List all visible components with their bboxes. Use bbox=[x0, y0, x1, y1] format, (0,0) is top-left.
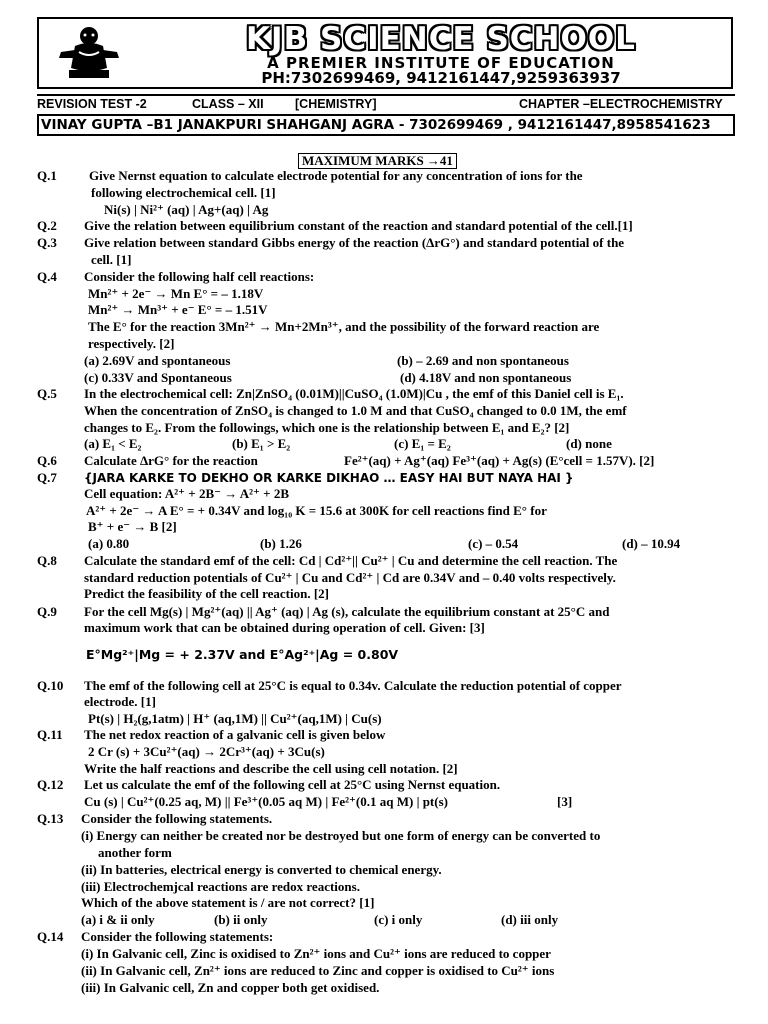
question-text: Ni(s) | Ni²⁺ (aq) | Ag+(aq) | Ag bbox=[104, 202, 269, 217]
option-a: (a) i & ii only bbox=[81, 912, 155, 927]
question-text: following electrochemical cell. [1] bbox=[91, 185, 276, 200]
school-name: KJB SCIENCE SCHOOL bbox=[246, 21, 636, 57]
option-c: (c) 0.33V and Spontaneous bbox=[84, 370, 232, 385]
option-c: (c) E₁ = E₂ bbox=[394, 436, 451, 451]
question-text: Mn²⁺ + 2e⁻ → Mn E° = – 1.18V bbox=[88, 286, 264, 301]
question-text: Consider the following statements. bbox=[81, 811, 273, 826]
question-text: another form bbox=[98, 845, 172, 860]
question-number: Q.2 bbox=[37, 218, 57, 233]
class-label: CLASS – XII bbox=[192, 97, 264, 111]
school-header bbox=[37, 17, 733, 89]
question-text: Cell equation: A²⁺ + 2B⁻ → A²⁺ + 2B bbox=[84, 486, 289, 501]
question-text: Fe²⁺(aq) + Ag⁺(aq) Fe³⁺(aq) + Ag(s) (E°cell = 1.57V). [2] bbox=[344, 453, 655, 468]
option-d: (d) – 10.94 bbox=[622, 536, 681, 551]
subject-label: [CHEMISTRY] bbox=[295, 97, 377, 111]
school-logo bbox=[47, 22, 131, 84]
question-text: When the concentration of ZnSO₄ is changed to 1.0 M and that CuSO₄ changed to 0.0 1M, the emf bbox=[84, 403, 627, 418]
question-text: Consider the following statements: bbox=[81, 929, 274, 944]
question-text: (ii) In batteries, electrical energy is converted to chemical energy. bbox=[81, 862, 442, 877]
question-text: cell. [1] bbox=[91, 252, 132, 267]
question-text: (ii) In Galvanic cell, Zn²⁺ ions are reduced to Zinc and copper is oxidised to Cu²⁺ ions bbox=[81, 963, 555, 978]
option-a: (a) 2.69V and spontaneous bbox=[84, 353, 231, 368]
question-text: For the cell Mg(s) | Mg²⁺(aq) || Ag⁺ (aq) | Ag (s), calculate the equilibrium constant at 25°C and bbox=[84, 604, 610, 619]
option-b: (b) E₁ > E₂ bbox=[232, 436, 291, 451]
question-text: standard reduction potentials of Cu²⁺ | Cu and Cd²⁺ | Cd are 0.34V and – 0.40 volts respectively. bbox=[84, 570, 616, 585]
option-b: (b) 1.26 bbox=[260, 536, 302, 551]
question-text: (iii) In Galvanic cell, Zn and copper both get oxidised. bbox=[81, 980, 380, 995]
option-d: (d) none bbox=[566, 436, 612, 451]
question-number: Q.10 bbox=[37, 678, 64, 693]
question-text: B⁺ + e⁻ → B [2] bbox=[88, 519, 177, 534]
option-a: (a) 0.80 bbox=[88, 536, 130, 551]
question-text: Give Nernst equation to calculate electrode potential for any concentration of ions for the bbox=[89, 168, 583, 183]
question-text: The net redox reaction of a galvanic cell is given below bbox=[84, 727, 386, 742]
question-text: Predict the feasibility of the cell reaction. [2] bbox=[84, 586, 330, 601]
test-name: REVISION TEST -2 bbox=[37, 97, 147, 111]
school-phones: PH:7302699469, 9412161447,9259363937 bbox=[261, 69, 621, 87]
chapter-label: CHAPTER –ELECTROCHEMISTRY bbox=[519, 97, 723, 111]
question-number: Q.7 bbox=[37, 470, 57, 485]
option-a: (a) E₁ < E₂ bbox=[84, 436, 142, 451]
question-text: (i) Energy can neither be created nor be destroyed but one form of energy can be converted to bbox=[81, 828, 601, 843]
question-number: Q.14 bbox=[37, 929, 64, 944]
option-b: (b) ii only bbox=[214, 912, 268, 927]
question-text: The E° for the reaction 3Mn²⁺ → Mn+2Mn³⁺, and the possibility of the forward reaction are bbox=[88, 319, 600, 334]
option-c: (c) i only bbox=[374, 912, 423, 927]
question-text: Give relation between standard Gibbs energy of the reaction (ΔrG°) and standard potential of the bbox=[84, 235, 625, 250]
school-subtitle: A PREMIER INSTITUTE OF EDUCATION bbox=[267, 54, 615, 72]
question-number: Q.3 bbox=[37, 235, 57, 250]
option-b: (b) – 2.69 and non spontaneous bbox=[397, 353, 569, 368]
question-text: Cu (s) | Cu²⁺(0.25 aq, M) || Fe³⁺(0.05 aq M) | Fe²⁺(0.1 aq M) | pt(s) bbox=[84, 794, 448, 809]
question-text: Calculate the standard emf of the cell: Cd | Cd²⁺|| Cu²⁺ | Cu and determine the cell reaction. The bbox=[84, 553, 618, 568]
question-text: respectively. [2] bbox=[88, 336, 175, 351]
marks-label: [3] bbox=[557, 794, 573, 809]
question-text: maximum work that can be obtained during operation of cell. Given: [3] bbox=[84, 620, 485, 635]
question-text: (iii) Electrochemjcal reactions are redox reactions. bbox=[81, 879, 360, 894]
option-d: (d) iii only bbox=[501, 912, 559, 927]
question-text: 2 Cr (s) + 3Cu²⁺(aq) → 2Cr³⁺(aq) + 3Cu(s) bbox=[88, 744, 325, 759]
question-number: Q.1 bbox=[37, 168, 57, 183]
question-text: In the electrochemical cell: Zn|ZnSO₄ (0.01M)||CuSO₄ (1.0M)|Cu , the emf of this Daniel cell is E₁. bbox=[84, 386, 624, 401]
question-text: {JARA KARKE TO DEKHO OR KARKE DIKHAO … EASY HAI BUT NAYA HAI } bbox=[84, 471, 574, 485]
question-number: Q.11 bbox=[37, 727, 63, 742]
question-text: changes to E₂. From the followings, which one is the relationship between E₁ and E₂? [2] bbox=[84, 420, 570, 435]
question-text: Pt(s) | H₂(g,1atm) | H⁺ (aq,1M) || Cu²⁺(aq,1M) | Cu(s) bbox=[88, 711, 382, 726]
question-text: Calculate ΔrG° for the reaction bbox=[84, 453, 258, 468]
given-equation: E°Mg²⁺|Mg = + 2.37V and E°Ag²⁺|Ag = 0.80V bbox=[86, 647, 399, 662]
question-text: Let us calculate the emf of the following cell at 25°C using Nernst equation. bbox=[84, 777, 501, 792]
option-c: (c) – 0.54 bbox=[468, 536, 519, 551]
question-text: Which of the above statement is / are not correct? [1] bbox=[81, 895, 375, 910]
maximum-marks: MAXIMUM MARKS →41 bbox=[298, 153, 457, 169]
question-number: Q.5 bbox=[37, 386, 57, 401]
question-number: Q.9 bbox=[37, 604, 57, 619]
question-text: The emf of the following cell at 25°C is equal to 0.34v. Calculate the reduction potential of copper bbox=[84, 678, 622, 693]
question-number: Q.4 bbox=[37, 269, 57, 284]
question-text: Consider the following half cell reactions: bbox=[84, 269, 315, 284]
address-line: VINAY GUPTA –B1 JANAKPURI SHAHGANJ AGRA - 7302699469 , 9412161447,8958541623 bbox=[37, 114, 735, 136]
question-text: (i) In Galvanic cell, Zinc is oxidised to Zn²⁺ ions and Cu²⁺ ions are reduced to copper bbox=[81, 946, 551, 961]
question-text: electrode. [1] bbox=[84, 694, 156, 709]
question-text: A²⁺ + 2e⁻ → A E° = + 0.34V and log₁₀ K = 15.6 at 300K for cell reactions find E° for bbox=[86, 503, 547, 518]
question-number: Q.8 bbox=[37, 553, 57, 568]
question-text: Give the relation between equilibrium constant of the reaction and standard potential of the cell.[1] bbox=[84, 218, 633, 233]
question-number: Q.6 bbox=[37, 453, 57, 468]
question-text: Mn²⁺ → Mn³⁺ + e⁻ E° = – 1.51V bbox=[88, 302, 268, 317]
question-text: Write the half reactions and describe the cell using cell notation. [2] bbox=[84, 761, 458, 776]
question-number: Q.13 bbox=[37, 811, 64, 826]
option-d: (d) 4.18V and non spontaneous bbox=[400, 370, 572, 385]
test-info-bar bbox=[37, 94, 735, 115]
question-number: Q.12 bbox=[37, 777, 64, 792]
